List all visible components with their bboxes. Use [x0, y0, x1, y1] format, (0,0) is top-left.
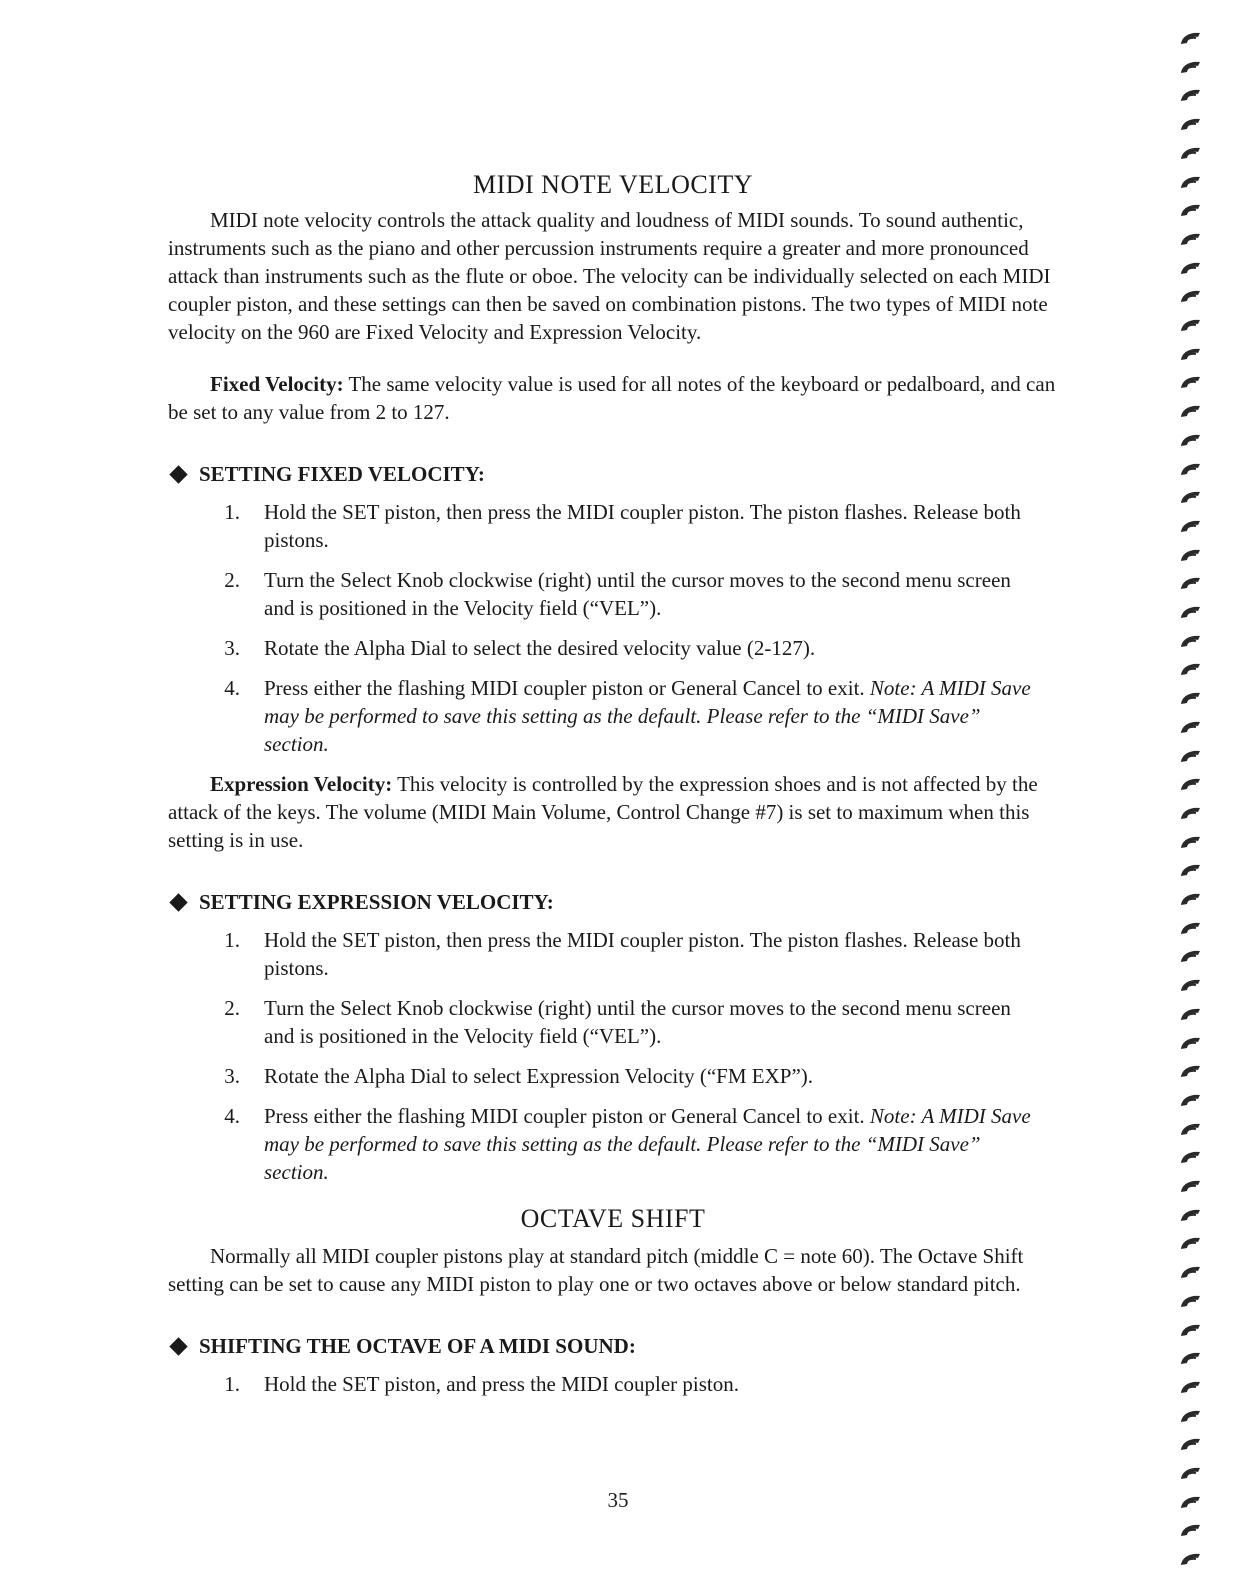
binding-ring-icon [1178, 288, 1204, 306]
binding-ring-icon [1178, 432, 1204, 450]
binding-ring-icon [1178, 776, 1204, 794]
binding-ring-icon [1178, 174, 1204, 192]
binding-ring-icon [1178, 719, 1204, 737]
fixed-velocity-heading-text: SETTING FIXED VELOCITY: [199, 462, 485, 486]
fixed-velocity-paragraph [168, 370, 1058, 426]
binding-ring-icon [1178, 1293, 1204, 1311]
binding-ring-icon [1178, 346, 1204, 364]
step-text [264, 674, 1058, 758]
list-item [168, 566, 1058, 622]
binding-ring-icon [1178, 260, 1204, 278]
fixed-velocity-text: The same velocity value is used for all notes of the keyboard or pedalboard, and can be set to any value from 2 to 127. [168, 372, 1056, 424]
binding-ring-icon [1178, 1149, 1204, 1167]
list-item [168, 994, 1058, 1050]
step-number: 2. [224, 568, 240, 592]
binding-ring-icon [1178, 690, 1204, 708]
step-note: Note: A MIDI Save may be performed to save this setting as the default. Please refer to the “MIDI Save” section. [264, 676, 1031, 756]
diamond-bullet-icon [169, 1337, 187, 1355]
binding-ring-icon [1178, 1522, 1204, 1540]
list-item [168, 674, 1058, 758]
binding-ring-icon [1178, 891, 1204, 909]
step-text: Hold the SET piston, and press the MIDI coupler piston. [264, 1372, 739, 1396]
step-note: Note: A MIDI Save may be performed to save this setting as the default. Please refer to the “MIDI Save” section. [264, 1104, 1031, 1184]
binding-ring-icon [1178, 1350, 1204, 1368]
expression-velocity-text: This velocity is controlled by the expression shoes and is not affected by the attack of the keys. The volume (MIDI Main Volume, Control Change #7) is set to maximum when this setting is in use. [168, 772, 1038, 852]
step-main-text: Press either the flashing MIDI coupler piston or General Cancel to exit. [264, 1104, 870, 1128]
binding-ring-icon [1178, 1235, 1204, 1253]
step-number: 1. [224, 500, 240, 524]
binding-ring-icon [1178, 834, 1204, 852]
binding-ring-icon [1178, 518, 1204, 536]
diamond-bullet-icon [169, 465, 187, 483]
section-title-midi-note-velocity: MIDI NOTE VELOCITY [472, 170, 754, 199]
binding-ring-icon [1178, 547, 1204, 565]
binding-ring-icon [1178, 1551, 1204, 1569]
step-number: 1. [224, 1372, 240, 1396]
binding-ring-icon [1178, 862, 1204, 880]
list-item [168, 1102, 1058, 1186]
step-text: Rotate the Alpha Dial to select the desired velocity value (2-127). [264, 636, 816, 660]
expression-velocity-heading [168, 888, 1058, 916]
binding-ring-icon [1178, 805, 1204, 823]
list-item [168, 1062, 1058, 1090]
binding-ring-icon [1178, 575, 1204, 593]
step-number: 4. [224, 1104, 240, 1128]
step-main-text: Press either the flashing MIDI coupler piston or General Cancel to exit. [264, 676, 870, 700]
binding-ring-icon [1178, 30, 1204, 48]
list-item [168, 634, 1058, 662]
binding-ring-icon [1178, 202, 1204, 220]
expression-velocity-label: Expression Velocity: [210, 772, 393, 796]
fixed-velocity-heading [168, 460, 1058, 488]
fixed-velocity-steps [168, 498, 1058, 758]
section-title-octave-shift: OCTAVE SHIFT [520, 1204, 706, 1233]
binding-ring-icon [1178, 748, 1204, 766]
list-item [168, 498, 1058, 554]
fixed-velocity-label: Fixed Velocity: [210, 372, 344, 396]
binding-ring-icon [1178, 116, 1204, 134]
binding-ring-icon [1178, 374, 1204, 392]
binding-ring-icon [1178, 1121, 1204, 1139]
step-number: 4. [224, 676, 240, 700]
binding-ring-icon [1178, 317, 1204, 335]
step-text: Hold the SET piston, then press the MIDI coupler piston. The piston flashes. Release both pistons. [264, 928, 1021, 980]
binding-ring-icon [1178, 1408, 1204, 1426]
binding-ring-icon [1178, 461, 1204, 479]
binding-ring-icon [1178, 403, 1204, 421]
binding-ring-icon [1178, 1035, 1204, 1053]
binding-ring-icon [1178, 1436, 1204, 1454]
binding-ring-icon [1178, 948, 1204, 966]
binding-ring-icon [1178, 1494, 1204, 1512]
octave-shift-heading-text: SHIFTING THE OCTAVE OF A MIDI SOUND: [199, 1334, 636, 1358]
spiral-binding [1178, 30, 1208, 1585]
velocity-intro-paragraph: MIDI note velocity controls the attack quality and loudness of MIDI sounds. To sound authentic, instruments such as the piano and other percussion instruments require a greater and more pronounced attack than instruments such as the flute or oboe. The velocity can be individually selected on each MIDI coupler piston, and these settings can then be saved on combination pistons. The two types of MIDI note velocity on the 960 are Fixed Velocity and Expression Velocity. [168, 208, 1051, 344]
step-number: 3. [224, 1064, 240, 1088]
binding-ring-icon [1178, 633, 1204, 651]
step-text: Hold the SET piston, then press the MIDI coupler piston. The piston flashes. Release both pistons. [264, 500, 1021, 552]
binding-ring-icon [1178, 489, 1204, 507]
expression-velocity-heading-text: SETTING EXPRESSION VELOCITY: [199, 890, 554, 914]
binding-ring-icon [1178, 1178, 1204, 1196]
step-number: 2. [224, 996, 240, 1020]
binding-ring-icon [1178, 59, 1204, 77]
binding-ring-icon [1178, 231, 1204, 249]
step-text: Turn the Select Knob clockwise (right) until the cursor moves to the second menu screen and is positioned in the Velocity field (“VEL”). [264, 996, 1011, 1048]
page-number: 35 [607, 1488, 629, 1512]
octave-shift-heading [168, 1332, 1058, 1360]
binding-ring-icon [1178, 1063, 1204, 1081]
binding-ring-icon [1178, 1092, 1204, 1110]
expression-velocity-steps [168, 926, 1058, 1186]
list-item [168, 1370, 1058, 1398]
step-text: Turn the Select Knob clockwise (right) until the cursor moves to the second menu screen and is positioned in the Velocity field (“VEL”). [264, 568, 1011, 620]
binding-ring-icon [1178, 145, 1204, 163]
binding-ring-icon [1178, 604, 1204, 622]
binding-ring-icon [1178, 977, 1204, 995]
binding-ring-icon [1178, 1322, 1204, 1340]
binding-ring-icon [1178, 1264, 1204, 1282]
octave-shift-steps [168, 1370, 1058, 1398]
binding-ring-icon [1178, 87, 1204, 105]
binding-ring-icon [1178, 1379, 1204, 1397]
expression-velocity-paragraph [168, 770, 1058, 854]
list-item [168, 926, 1058, 982]
diamond-bullet-icon [169, 893, 187, 911]
step-text: Rotate the Alpha Dial to select Expression Velocity (“FM EXP”). [264, 1064, 814, 1088]
binding-ring-icon [1178, 1006, 1204, 1024]
binding-ring-icon [1178, 920, 1204, 938]
binding-ring-icon [1178, 1465, 1204, 1483]
page-content [168, 168, 1058, 1398]
octave-shift-intro-paragraph: Normally all MIDI coupler pistons play at standard pitch (middle C = note 60). The Octave Shift setting can be set to cause any MIDI piston to play one or two octaves above or below standard pitch. [168, 1244, 1024, 1296]
step-number: 3. [224, 636, 240, 660]
step-number: 1. [224, 928, 240, 952]
binding-ring-icon [1178, 661, 1204, 679]
step-text [264, 1102, 1058, 1186]
binding-ring-icon [1178, 1207, 1204, 1225]
